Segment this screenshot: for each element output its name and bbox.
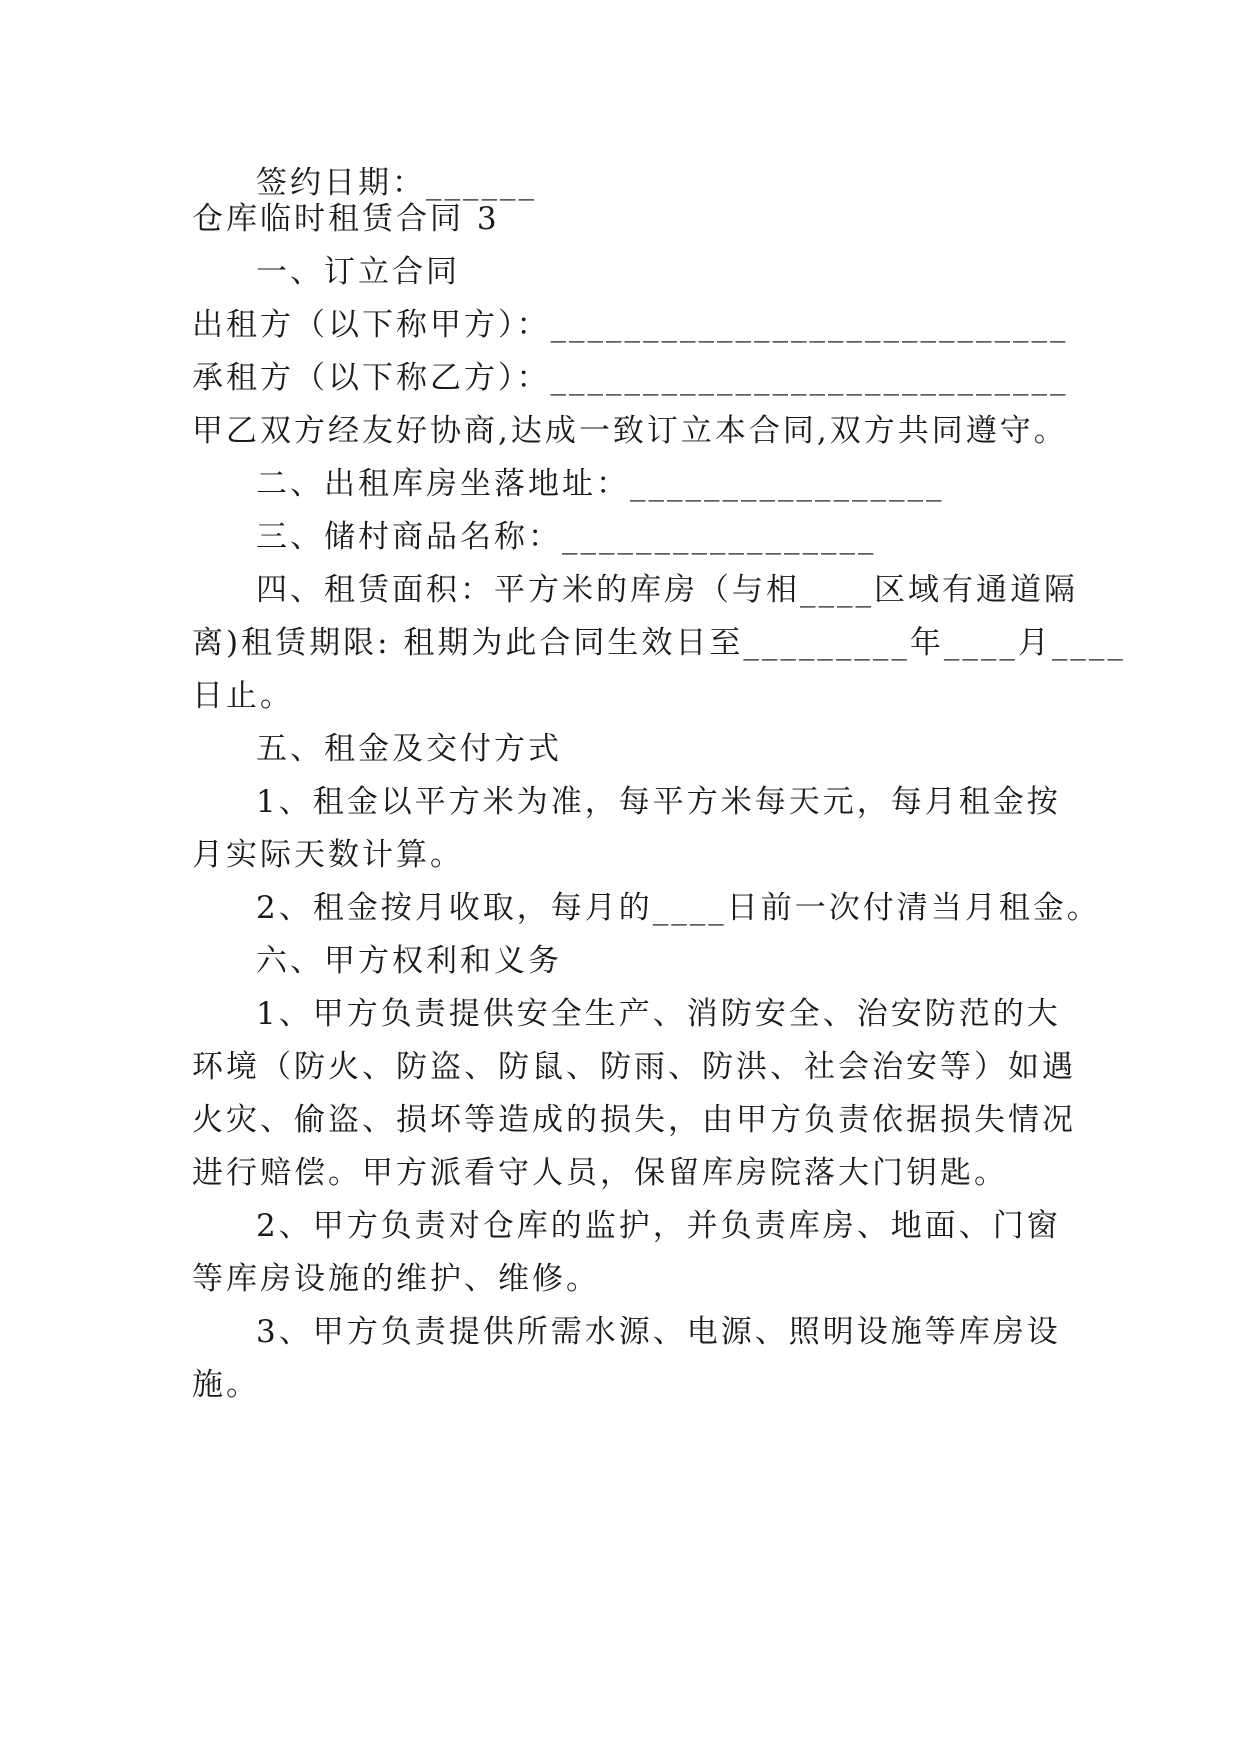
duty2-line1: 2、甲方负责对仓库的监护，并负责库房、地面、门窗 [256, 1208, 1061, 1244]
duty1-line2: 环境（防火、防盗、防鼠、防雨、防洪、社会治安等）如遇 [192, 1049, 1076, 1085]
duty3-line1: 3、甲方负责提供所需水源、电源、照明设施等库房设 [256, 1314, 1061, 1350]
section3-goods: 三、储村商品名称：_________________ [256, 519, 877, 555]
agreement-statement: 甲乙双方经友好协商,达成一致订立本合同,双方共同遵守。 [192, 413, 1068, 449]
duty1-line3: 火灾、偷盗、损坏等造成的损失，由甲方负责依据损失情况 [192, 1102, 1076, 1138]
section4-line1: 四、租赁面积：平方米的库房（与相____区域有通道隔 [256, 572, 1078, 608]
rent-item2: 2、租金按月收取，每月的____日前一次付清当月租金。 [256, 890, 1101, 926]
section4-line3: 日止。 [192, 678, 294, 714]
section2-address: 二、出租库房坐落地址：_________________ [256, 466, 945, 502]
contract-title: 仓库临时租赁合同 3 [192, 201, 500, 237]
duty2-line2: 等库房设施的维护、维修。 [192, 1261, 600, 1297]
duty1-line4: 进行赔偿。甲方派看守人员，保留库房院落大门钥匙。 [192, 1155, 1008, 1191]
duty3-line2: 施。 [192, 1367, 260, 1403]
duty1-line1: 1、甲方负责提供安全生产、消防安全、治安防范的大 [256, 996, 1061, 1032]
section5-heading: 五、租金及交付方式 [256, 731, 562, 767]
rent-item1-line2: 月实际天数计算。 [192, 837, 464, 873]
section1-heading: 一、订立合同 [256, 254, 460, 290]
section6-heading: 六、甲方权利和义务 [256, 943, 562, 979]
signing-date-line: 签约日期：______ [256, 165, 537, 201]
section4-line2: 离)租赁期限: 租期为此合同生效日至_________年____月____ [192, 625, 1126, 661]
rent-item1-line1: 1、租金以平方米为准，每平方米每天元，每月租金按 [256, 784, 1061, 820]
lessor-line: 出租方（以下称甲方）：____________________________ [192, 307, 1069, 343]
lessee-line: 承租方（以下称乙方）：____________________________ [192, 360, 1069, 396]
